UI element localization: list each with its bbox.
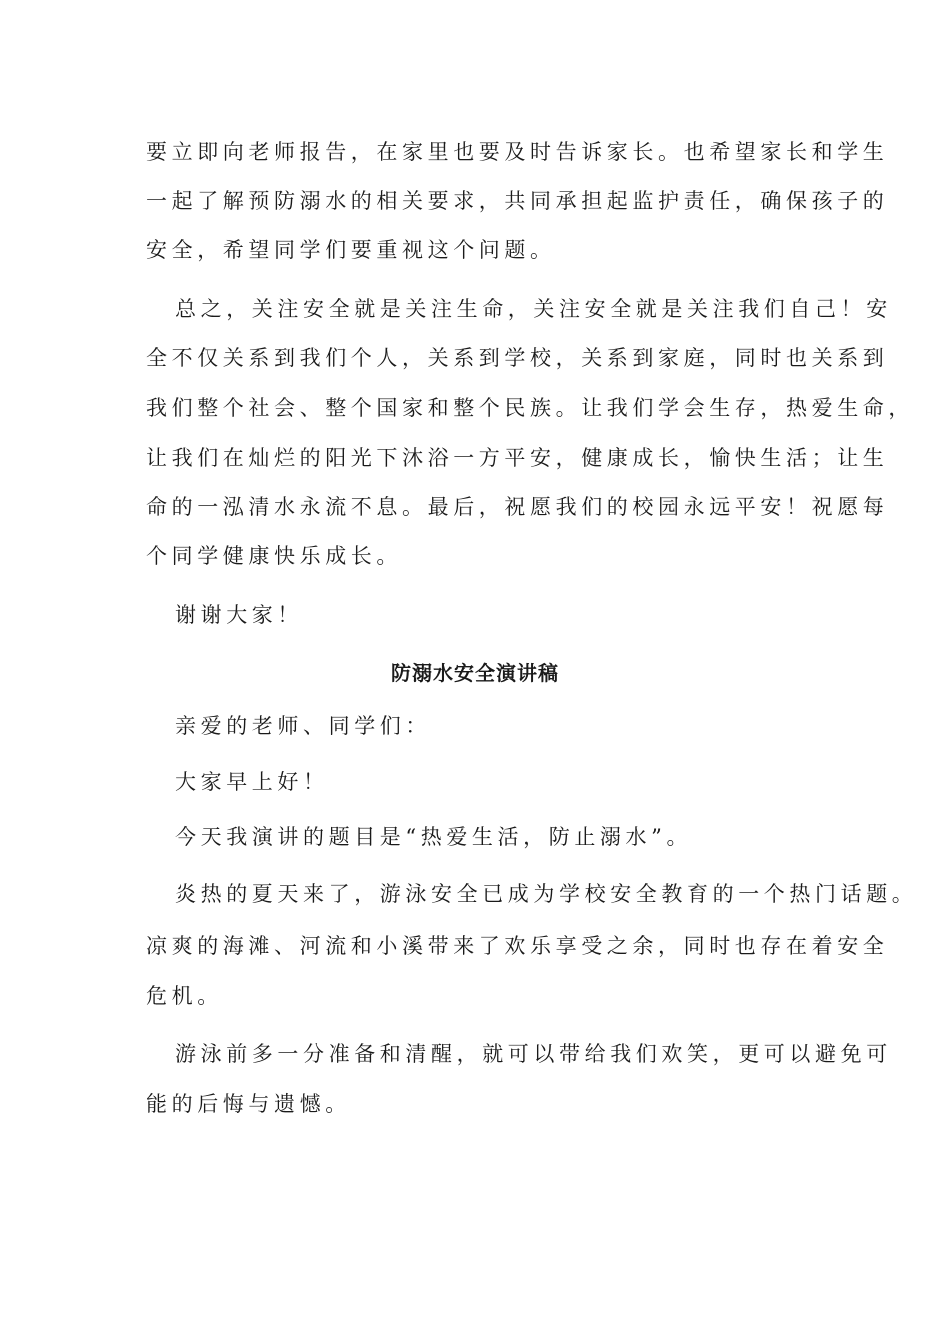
paragraph-1-line-2: 一起了解预防溺水的相关要求，共同承担起监护责任，确保孩子的 xyxy=(146,189,889,213)
paragraph-2-line-1: 总之，关注安全就是关注生命，关注安全就是关注我们自己！安 xyxy=(175,297,892,321)
body-paragraph-5-line-2: 能的后悔与遗憾。 xyxy=(146,1092,351,1116)
paragraph-2-line-2: 全不仅关系到我们个人，关系到学校，关系到家庭，同时也关系到 xyxy=(146,346,889,370)
topic-line: 今天我演讲的题目是“热爱生活，防止溺水”。 xyxy=(175,825,693,849)
paragraph-2-line-5: 命的一泓清水永流不息。最后，祝愿我们的校园永远平安！祝愿每 xyxy=(146,495,889,519)
paragraph-1-line-3: 安全，希望同学们要重视这个问题。 xyxy=(146,238,556,262)
paragraph-3-line-1: 谢谢大家！ xyxy=(175,603,303,627)
body-paragraph-4-line-3: 危机。 xyxy=(146,984,223,1008)
paragraph-2-line-4: 让我们在灿烂的阳光下沐浴一方平安，健康成长，愉快生活；让生 xyxy=(146,446,889,470)
body-paragraph-4-line-2: 凉爽的海滩、河流和小溪带来了欢乐享受之余，同时也存在着安全 xyxy=(146,934,889,958)
body-paragraph-4-line-1: 炎热的夏天来了，游泳安全已成为学校安全教育的一个热门话题。 xyxy=(175,882,918,906)
paragraph-2-line-6: 个同学健康快乐成长。 xyxy=(146,544,402,568)
document-title: 防溺水安全演讲稿 xyxy=(391,661,559,685)
paragraph-1-line-1: 要立即向老师报告，在家里也要及时告诉家长。也希望家长和学生 xyxy=(146,140,889,164)
greeting-line: 大家早上好！ xyxy=(175,770,329,794)
paragraph-2-line-3: 我们整个社会、整个国家和整个民族。让我们学会生存，热爱生命， xyxy=(146,396,914,420)
body-paragraph-5-line-1: 游泳前多一分准备和清醒，就可以带给我们欢笑，更可以避免可 xyxy=(175,1042,892,1066)
salutation-line: 亲爱的老师、同学们： xyxy=(175,714,431,738)
